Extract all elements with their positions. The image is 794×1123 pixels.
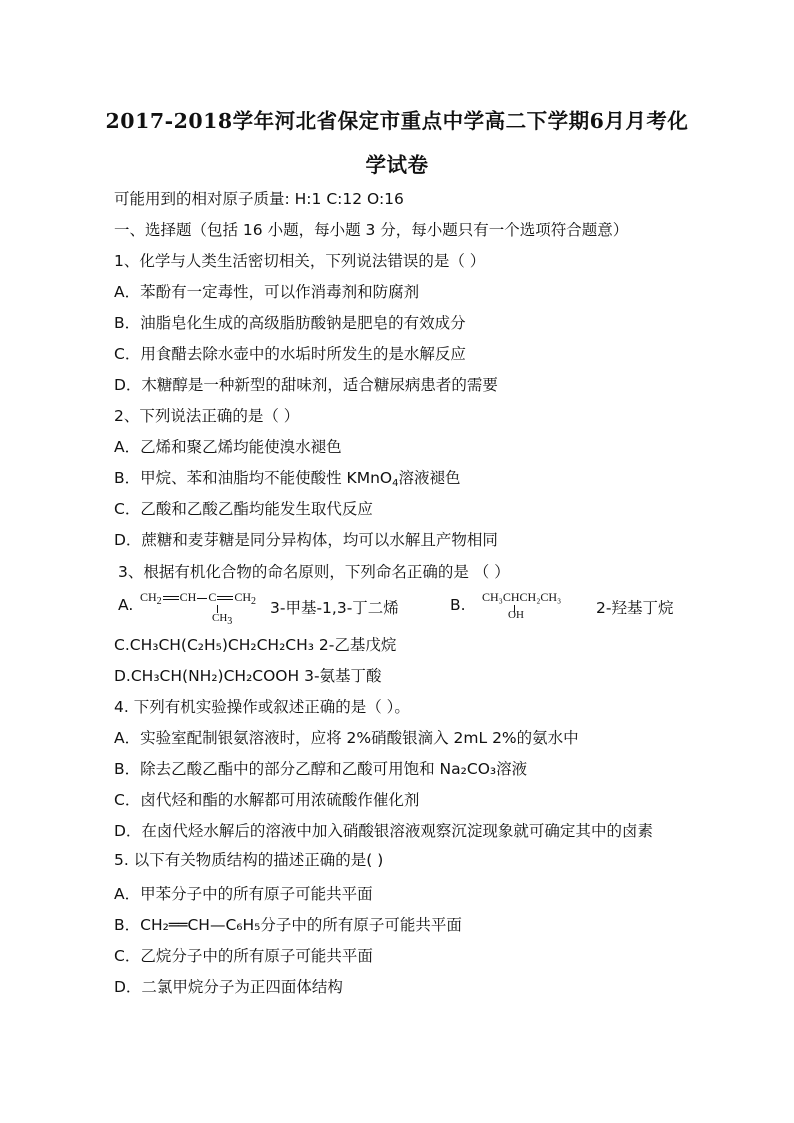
question-2-option-b: B．甲烷、苯和油脂均不能使酸性 KMnO$_4$溶液褪色 bbox=[114, 469, 461, 489]
question-4-stem: 4. 下列有机实验操作或叙述正确的是（ ）。 bbox=[114, 698, 410, 716]
section-heading: 一、选择题（包括 16 小题，每小题 3 分，每小题只有一个选项符合题意） bbox=[114, 221, 629, 239]
question-4-option-d: D．在卤代烃水解后的溶液中加入硝酸银溶液观察沉淀现象就可确定其中的卤素 bbox=[114, 822, 653, 840]
question-3-stem: 3、根据有机化合物的命名原则，下列命名正确的是 （ ） bbox=[118, 563, 510, 581]
question-3-option-a-name: 3-甲基-1,3-丁二烯 bbox=[270, 599, 399, 617]
question-4-option-c: C．卤代烃和酯的水解都可用浓硫酸作催化剂 bbox=[114, 791, 420, 809]
question-1-option-b: B．油脂皂化生成的高级脂肪酸钠是肥皂的有效成分 bbox=[114, 314, 466, 332]
question-3-option-c: C.CH₃CH(C₂H₅)CH₂CH₂CH₃ 2-乙基戊烷 bbox=[114, 636, 397, 654]
question-1-option-c: C．用食醋去除水壶中的水垢时所发生的是水解反应 bbox=[114, 345, 466, 363]
question-3-option-b-name: 2-羟基丁烷 bbox=[596, 599, 674, 617]
question-5-option-c: C．乙烷分子中的所有原子可能共平面 bbox=[114, 947, 373, 965]
question-2-option-d: D．蔗糖和麦芽糖是同分异构体，均可以水解且产物相同 bbox=[114, 531, 498, 549]
atomic-mass-note: 可能用到的相对原子质量: H:1 C:12 O:16 bbox=[114, 190, 404, 208]
question-4-option-a: A．实验室配制银氨溶液时，应将 2%硝酸银滴入 2mL 2%的氨水中 bbox=[114, 729, 579, 747]
question-2-option-a: A．乙烯和聚乙烯均能使溴水褪色 bbox=[114, 438, 342, 456]
question-4-option-b: B．除去乙酸乙酯中的部分乙醇和乙酸可用饱和 Na₂CO₃溶液 bbox=[114, 760, 528, 778]
question-5-option-d: D．二氯甲烷分子为正四面体结构 bbox=[114, 978, 343, 996]
exam-title-line1: 2017-2018学年河北省保定市重点中学高二下学期6月月考化 bbox=[105, 109, 689, 133]
question-2-stem: 2、下列说法正确的是（ ） bbox=[114, 407, 300, 425]
question-5-option-a: A．甲苯分子中的所有原子可能共平面 bbox=[114, 885, 373, 903]
question-3-option-d: D.CH₃CH(NH₂)CH₂COOH 3-氨基丁酸 bbox=[114, 667, 382, 685]
question-1-option-d: D．木糖醇是一种新型的甜味剂，适合糖尿病患者的需要 bbox=[114, 376, 498, 394]
question-2-option-c: C．乙酸和乙酸乙酯均能发生取代反应 bbox=[114, 500, 373, 518]
exam-title-line2: 学试卷 bbox=[365, 153, 429, 177]
question-3-option-a-label: A. bbox=[118, 596, 134, 614]
question-1-option-a: A．苯酚有一定毒性，可以作消毒剂和防腐剂 bbox=[114, 283, 420, 301]
question-5-stem: 5. 以下有关物质结构的描述正确的是( ) bbox=[114, 851, 384, 869]
question-5-option-b: B．CH₂══CH—C₆H₅分子中的所有原子可能共平面 bbox=[114, 916, 462, 934]
question-3-option-b-label: B. bbox=[450, 596, 466, 614]
question-1-stem: 1、化学与人类生活密切相关，下列说法错误的是（ ） bbox=[114, 252, 486, 270]
question-3-option-a-structure: $CH_2$ CH C $CH_2$ $CH_3$ bbox=[140, 590, 257, 627]
question-3-option-b-structure: CH₃CHCH₂CH₃ OH bbox=[482, 590, 562, 621]
